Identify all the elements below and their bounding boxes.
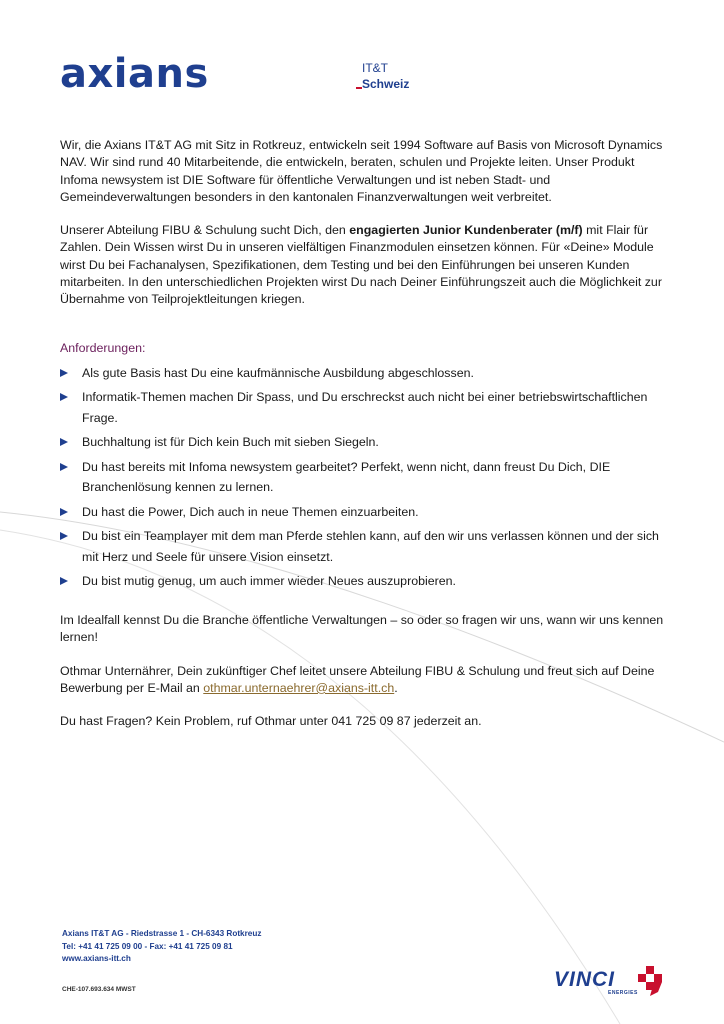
- sub-brand-itt: IT&T: [362, 61, 388, 75]
- triangle-bullet-icon: [60, 532, 68, 540]
- email-link[interactable]: othmar.unternaehrer@axians-itt.ch: [203, 680, 395, 695]
- requirement-text: Du bist ein Teamplayer mit dem man Pferde stehlen kann, auf den wir uns verlassen können und der sich mit Herz und Seele für unsere Vision einsetzt.: [82, 529, 659, 564]
- footer-line-address: Axians IT&T AG - Riedstrasse 1 - CH-6343 Rotkreuz: [62, 929, 262, 938]
- sub-brand-schweiz: Schweiz: [362, 77, 410, 91]
- list-item: [60, 363, 664, 384]
- requirement-text: Du hast bereits mit Infoma newsystem gearbeitet? Perfekt, wenn nicht, dann freust Du Dich, DIE Branchenlösung kennen zu lernen.: [82, 459, 611, 495]
- list-item: [60, 502, 664, 523]
- contact-text: Othmar Unternährer, Dein zukünftiger Chef leitet unsere Abteilung FIBU & Schulung und freut sich auf Deine Bewerbung per E-Mail an: [60, 663, 655, 695]
- requirement-text: Als gute Basis hast Du eine kaufmännische Ausbildung abgeschlossen.: [82, 365, 474, 380]
- vinci-energies-logo: [554, 966, 664, 998]
- axians-logo: [60, 52, 240, 96]
- ideal-paragraph: Im Idealfall kennst Du die Branche öffentliche Verwaltungen – so oder so fragen wir uns, wann wir uns kennen lernen!: [60, 612, 664, 645]
- vinci-cross-icon: [638, 966, 664, 996]
- letter-body: [60, 137, 664, 730]
- requirement-text: Du hast die Power, Dich auch in neue Themen einzuarbeiten.: [82, 504, 419, 519]
- triangle-bullet-icon: [60, 463, 68, 471]
- vinci-subtext: ENERGIES: [608, 990, 638, 996]
- list-item: [60, 571, 664, 592]
- footer-line-phone: Tel: +41 41 725 09 00 - Fax: +41 41 725 09 81: [62, 941, 233, 951]
- logo-text: axians: [60, 51, 209, 97]
- requirement-text: Du bist mutig genug, um auch immer wieder Neues auszuprobieren.: [82, 574, 456, 589]
- list-item: [60, 526, 664, 567]
- footer-vat-number: CHE-107.693.634 MWST: [62, 986, 136, 993]
- requirement-text: Buchhaltung ist für Dich kein Buch mit sieben Siegeln.: [82, 435, 379, 450]
- job-paragraph: [60, 222, 664, 308]
- requirements-list: [60, 363, 664, 592]
- job-text-end: mit Flair für Zahlen. Dein Wissen wirst Du in unseren vielfältigen Finanzmodulen einsetzen können. Für «Deine» Module wirst Du bei Fachanalysen, Spezifikationen, dem Testing und bei den Einführungen bei unseren Kunden mitarbeiten. In den unterschiedlichen Projekten wirst Du nach Deiner Einführungszeit auch die Möglichkeit zur Übernahme von Teilprojektleitungen kriegen.: [60, 223, 662, 307]
- questions-paragraph: Du hast Fragen? Kein Problem, ruf Othmar unter 041 725 09 87 jederzeit an.: [60, 714, 482, 729]
- requirement-text: Informatik-Themen machen Dir Spass, und Du erschreckst auch nicht bei einer betriebswirtschaftlichen Frage.: [82, 390, 648, 425]
- contact-paragraph: [60, 663, 664, 698]
- list-item: [60, 457, 664, 498]
- job-title-bold: engagierten Junior Kundenberater (m/f): [349, 223, 583, 238]
- footer-website-link[interactable]: www.axians-itt.ch: [62, 954, 131, 963]
- job-text-start: Unserer Abteilung FIBU & Schulung sucht Dich, den: [60, 223, 350, 238]
- sub-brand: [356, 60, 409, 92]
- vinci-wordmark: VINCI: [554, 968, 616, 991]
- triangle-bullet-icon: [60, 577, 68, 585]
- triangle-bullet-icon: [60, 438, 68, 446]
- requirements-heading: Anforderungen:: [60, 340, 146, 355]
- footer-address: [62, 928, 261, 966]
- contact-period: .: [394, 680, 398, 695]
- list-item: [60, 387, 664, 428]
- triangle-bullet-icon: [60, 508, 68, 516]
- intro-paragraph: Wir, die Axians IT&T AG mit Sitz in Rotkreuz, entwickeln seit 1994 Software auf Basis von Microsoft Dynamics NAV. Wir sind rund 40 Mitarbeitende, die entwickeln, beraten, schulen und Projekte leiten. Unser Produkt Infoma newsystem ist DIE Software für öffentliche Verwaltungen und ist neben Stadt- und Gemeindeverwaltungen besonders in den kantonalen Finanzverwaltungen weit verbreitet.: [60, 138, 663, 204]
- triangle-bullet-icon: [60, 369, 68, 377]
- triangle-bullet-icon: [60, 393, 68, 401]
- list-item: [60, 432, 664, 453]
